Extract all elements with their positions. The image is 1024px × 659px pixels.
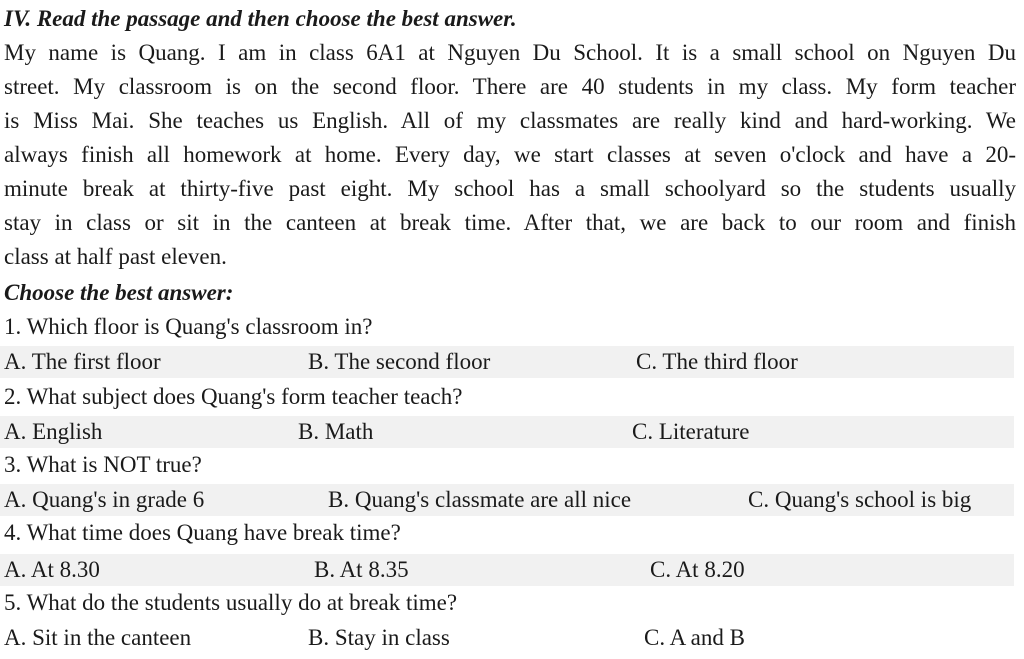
question-1: 1. Which floor is Quang's classroom in? [4,314,373,339]
option-c[interactable]: C. The third floor [636,349,798,374]
question-5: 5. What do the students usually do at break time? [4,590,458,615]
exercise-heading: IV. Read the passage and then choose the best answer. [4,6,517,31]
options-row-2 [0,416,1014,448]
option-c[interactable]: C. At 8.20 [650,557,745,582]
option-a[interactable]: A. Sit in the canteen [4,625,192,650]
passage-line: minute break at thirty-five past eight. My school has a small schoolyard so the students usually [4,176,1016,201]
question-4: 4. What time does Quang have break time? [4,520,401,545]
passage-line: always finish all homework at home. Every day, we start classes at seven o'clock and have a 20- [4,142,1016,167]
passage-line: My name is Quang. I am in class 6A1 at Nguyen Du School. It is a small school on Nguyen Du [4,40,1016,65]
passage-line: street. My classroom is on the second floor. There are 40 students in my class. My form teacher [4,74,1016,99]
options-row-1 [0,346,1014,378]
option-b[interactable]: B. At 8.35 [314,557,409,582]
passage-line: is Miss Mai. She teaches us English. All of my classmates are really kind and hard-working. We [4,108,1016,133]
option-a[interactable]: A. Quang's in grade 6 [4,487,205,512]
option-a[interactable]: A. The first floor [4,349,161,374]
options-row-5 [0,622,1014,654]
option-b[interactable]: B. Stay in class [308,625,450,650]
option-c[interactable]: C. Quang's school is big [748,487,972,512]
question-2: 2. What subject does Quang's form teacher teach? [4,384,463,409]
options-row-4 [0,554,1014,586]
option-a[interactable]: A. English [4,419,103,444]
option-c[interactable]: C. Literature [632,419,750,444]
option-c[interactable]: C. A and B [644,625,745,650]
passage-line: class at half past eleven. [4,244,227,269]
option-b[interactable]: B. The second floor [308,349,491,374]
choose-heading: Choose the best answer: [4,280,234,305]
passage-line: stay in class or sit in the canteen at break time. After that, we are back to our room and finish [4,210,1016,235]
option-a[interactable]: A. At 8.30 [4,557,100,582]
options-row-3 [0,484,1014,516]
option-b[interactable]: B. Quang's classmate are all nice [328,487,632,512]
question-3: 3. What is NOT true? [4,452,202,477]
option-b[interactable]: B. Math [298,419,374,444]
